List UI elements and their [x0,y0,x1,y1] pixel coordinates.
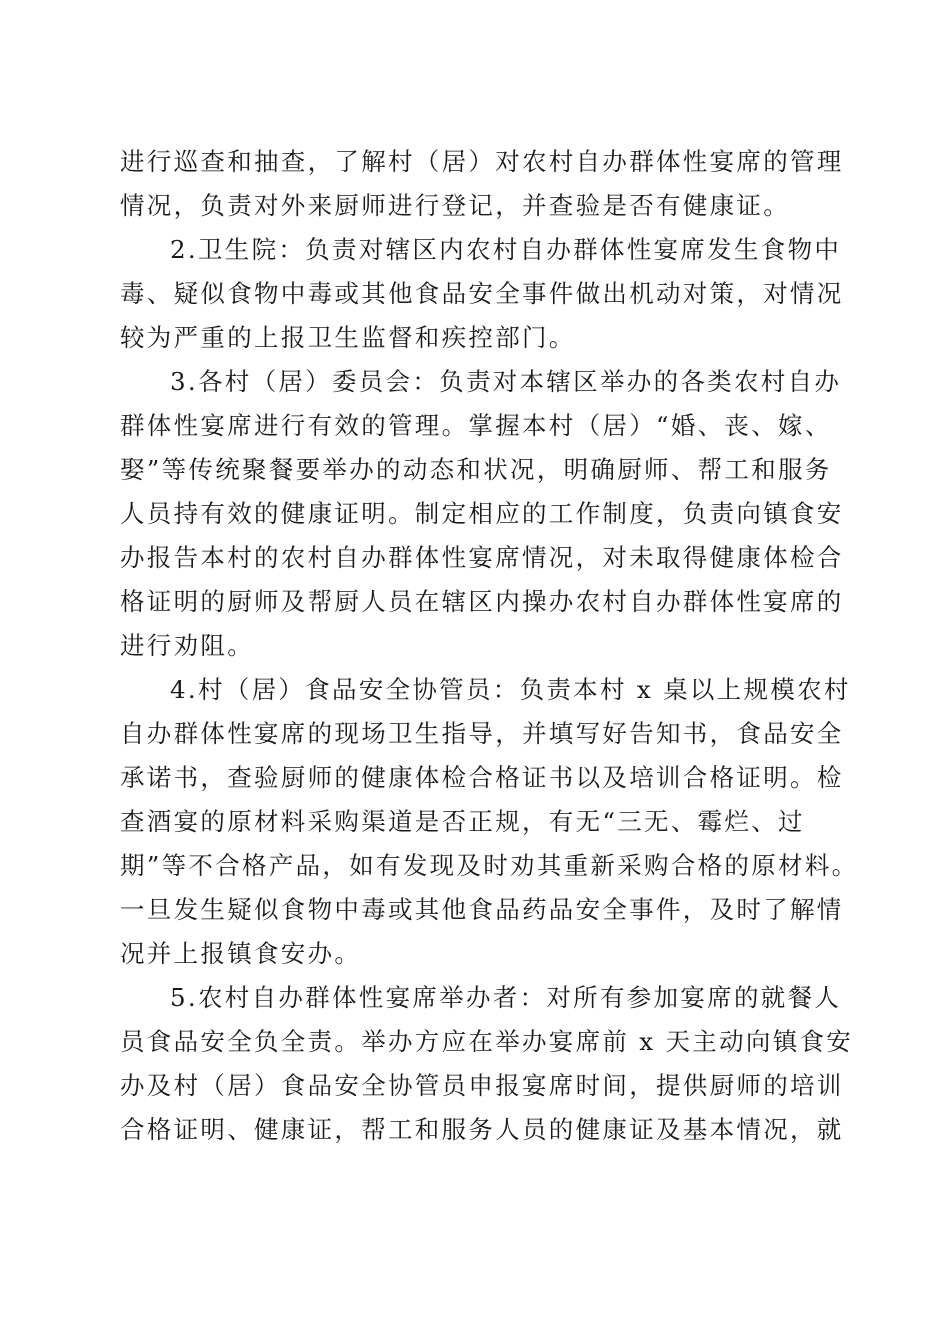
text-line: 群体性宴席进行有效的管理。掌握本村（居）“婚、丧、嫁、 [120,411,832,440]
text-line: 查酒宴的原材料采购渠道是否正规，有无“三无、霉烂、过 [120,807,805,836]
text-line: 一旦发生疑似食物中毒或其他食品药品安全事件，及时了解情 [120,895,844,924]
paragraph-start-line: 4.村（居）食品安全协管员：负责本村 x 桌以上规模农村 [170,675,851,704]
text-line: 情况，负责对外来厨师进行登记，并查验是否有健康证。 [120,191,790,220]
text-line: 进行劝阻。 [120,631,254,660]
text-line: 格证明的厨师及帮厨人员在辖区内操办农村自办群体性宴席的 [120,587,844,616]
text-line: 合格证明、健康证，帮工和服务人员的健康证及基本情况，就 [120,1115,844,1144]
text-line: 员食品安全负全责。举办方应在举办宴席前 x 天主动向镇食安 [120,1027,854,1056]
text-line: 较为严重的上报卫生监督和疾控部门。 [120,323,576,352]
text-line: 自办群体性宴席的现场卫生指导，并填写好告知书，食品安全 [120,719,844,748]
paragraph-start-line: 2.卫生院：负责对辖区内农村自办群体性宴席发生食物中 [170,235,842,264]
text-line: 办报告本村的农村自办群体性宴席情况，对未取得健康体检合 [120,543,844,572]
text-line: 期”等不合格产品，如有发现及时劝其重新采购合格的原材料。 [120,851,859,880]
text-line: 办及村（居）食品安全协管员申报宴席时间，提供厨师的培训 [120,1071,844,1100]
paragraph-start-line: 5.农村自办群体性宴席举办者：对所有参加宴席的就餐人 [170,983,842,1012]
text-line: 毒、疑似食物中毒或其他食品安全事件做出机动对策，对情况 [120,279,844,308]
paragraph-start-line: 3.各村（居）委员会：负责对本辖区举办的各类农村自办 [170,367,842,396]
text-line: 进行巡查和抽查，了解村（居）对农村自办群体性宴席的管理 [120,147,844,176]
text-line: 人员持有效的健康证明。制定相应的工作制度，负责向镇食安 [120,499,844,528]
document-body [120,140,859,1152]
text-line: 娶”等传统聚餐要举办的动态和状况，明确厨师、帮工和服务 [120,455,832,484]
text-line: 况并上报镇食安办。 [120,939,362,968]
text-line: 承诺书，查验厨师的健康体检合格证书以及培训合格证明。检 [120,763,844,792]
